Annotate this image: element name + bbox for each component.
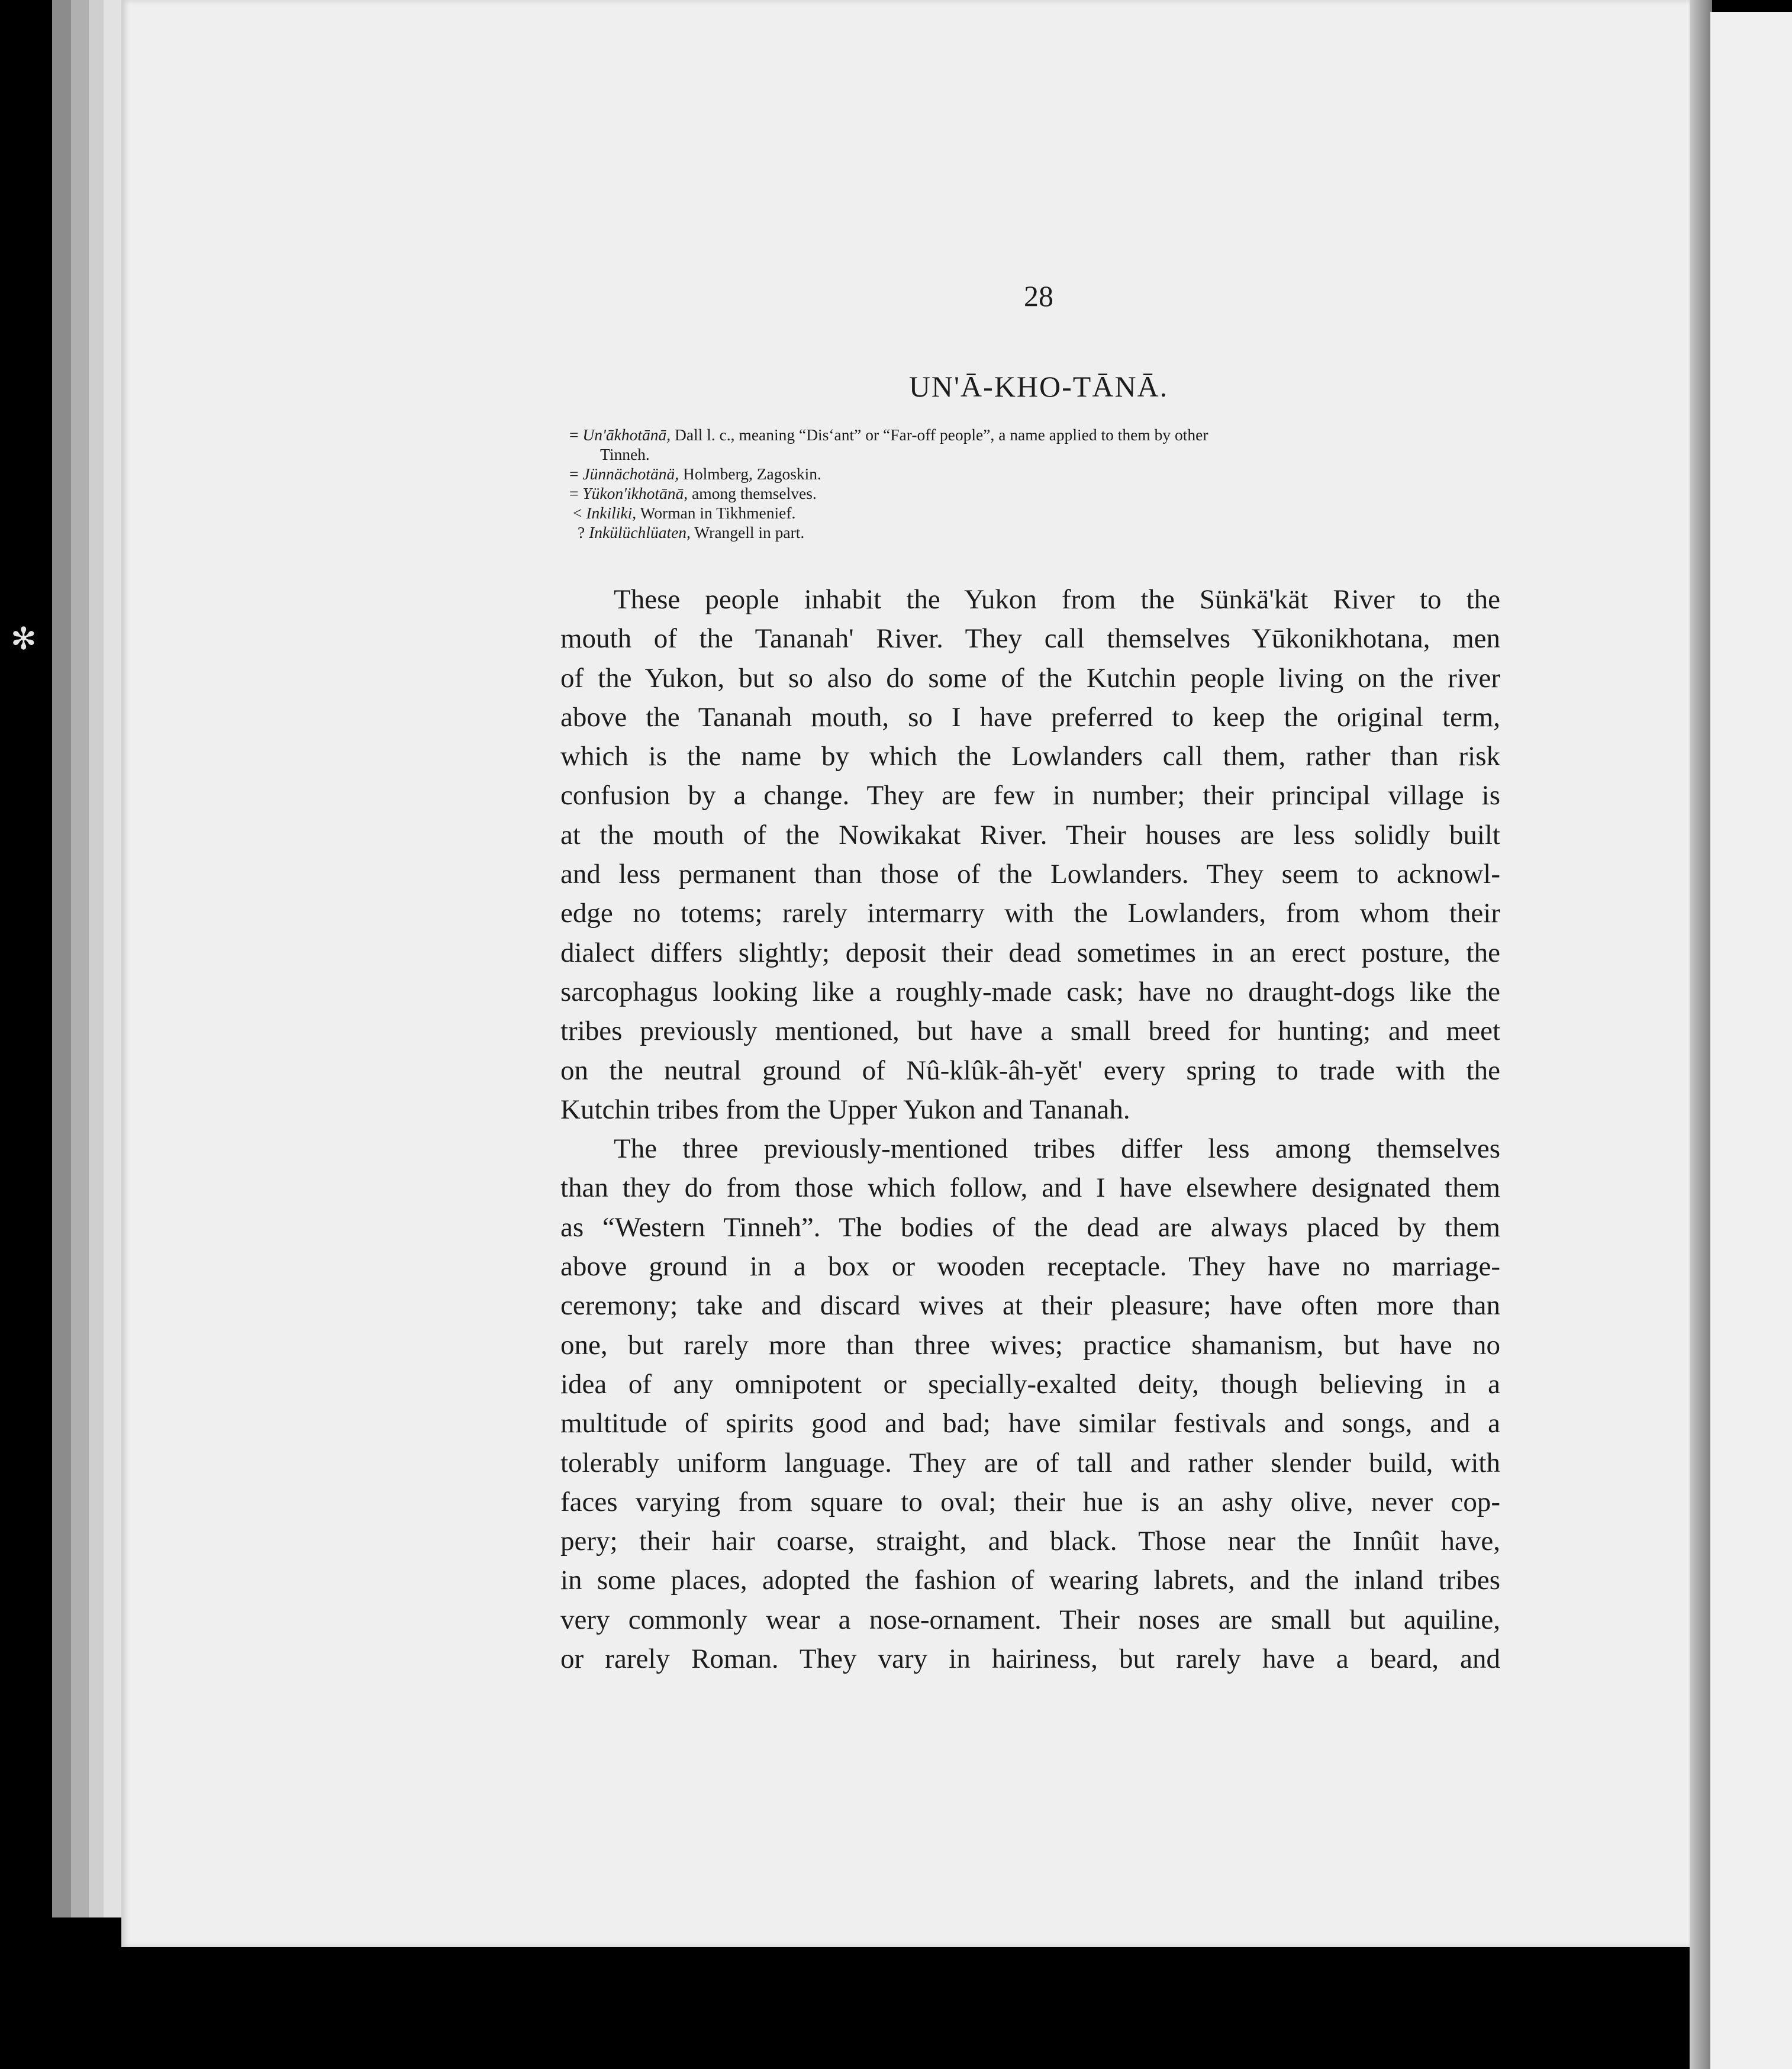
text-line: confusion by a change. They are few in number; their principal village is bbox=[560, 780, 1500, 811]
synonym-mark: < bbox=[573, 504, 582, 522]
synonym-entry bbox=[569, 503, 1504, 523]
text-line: on the neutral ground of Nû-klûk-âh-yĕt' every spring to trade with the bbox=[560, 1055, 1500, 1086]
synonym-text: Tinneh. bbox=[600, 445, 650, 463]
text-line: tribes previously mentioned, but have a small breed for hunting; and meet bbox=[560, 1016, 1500, 1047]
paragraph bbox=[560, 580, 1500, 1129]
text-line: multitude of spirits good and bad; have similar festivals and songs, and a bbox=[560, 1408, 1500, 1439]
section-title: UN'Ā-KHO-TĀNĀ. bbox=[908, 370, 1169, 403]
text-line: in some places, adopted the fashion of wearing labrets, and the inland tribes bbox=[560, 1565, 1500, 1596]
synonym-text: Holmberg, Zagoskin. bbox=[679, 465, 821, 483]
text-line: one, but rarely more than three wives; practice shamanism, but have no bbox=[560, 1329, 1500, 1361]
text-line: tolerably uniform language. They are of tall and rather slender build, with bbox=[560, 1447, 1500, 1478]
text-line: above the Tananah mouth, so I have preferred to keep the original term, bbox=[560, 701, 1500, 733]
text-line: These people inhabit the Yukon from the Sünkä'kät River to the bbox=[614, 584, 1500, 615]
synonymy-block bbox=[569, 425, 1504, 542]
text-line: Kutchin tribes from the Upper Yukon and Tananah. bbox=[560, 1094, 1130, 1125]
synonym-entry bbox=[569, 484, 1504, 503]
synonym-name: Yükon'ikhotānā, bbox=[582, 484, 688, 502]
text-line: or rarely Roman. They vary in hairiness, but rarely have a beard, and bbox=[560, 1643, 1500, 1675]
synonym-mark: = bbox=[569, 426, 579, 444]
synonym-entry bbox=[569, 464, 1504, 484]
body-text bbox=[560, 580, 1500, 1678]
synonym-name: Un'ākhotānā, bbox=[582, 426, 671, 444]
text-line: edge no totems; rarely intermarry with the Lowlanders, from whom their bbox=[560, 898, 1500, 929]
synonym-text: Worman in Tikhmenief. bbox=[636, 504, 796, 522]
text-line: dialect differs slightly; deposit their dead sometimes in an erect posture, the bbox=[560, 937, 1500, 968]
gutter-shadow bbox=[1690, 0, 1712, 2069]
text-line: sarcophagus looking like a roughly-made cask; have no draught-dogs like the bbox=[560, 976, 1500, 1007]
synonym-entry bbox=[569, 425, 1504, 444]
synonym-entry-continuation bbox=[569, 444, 1504, 464]
paragraph bbox=[560, 1129, 1500, 1678]
synonym-text: Dall l. c., meaning “Dis‘ant” or “Far-off people”, a name applied to them by other bbox=[671, 426, 1208, 444]
text-line: very commonly wear a nose-ornament. Their noses are small but aquiline, bbox=[560, 1604, 1500, 1635]
synonym-text: Wrangell in part. bbox=[690, 523, 805, 542]
text-line: which is the name by which the Lowlanders call them, rather than risk bbox=[560, 741, 1500, 772]
synonym-mark: ? bbox=[578, 523, 585, 542]
synonym-text: among themselves. bbox=[688, 484, 817, 502]
page-number: 28 bbox=[1024, 279, 1053, 312]
text-line: pery; their hair coarse, straight, and black. Those near the Innûit have, bbox=[560, 1526, 1500, 1557]
synonym-mark: = bbox=[569, 484, 579, 502]
scan-speck: ✻ bbox=[11, 621, 37, 657]
synonym-mark: = bbox=[569, 465, 579, 483]
text-line: than they do from those which follow, and I have elsewhere designated them bbox=[560, 1172, 1500, 1204]
synonym-name: Jünnächotänä, bbox=[582, 465, 679, 483]
synonym-name: Inkülüchlüaten, bbox=[589, 523, 691, 542]
text-line: mouth of the Tananah' River. They call themselves Yūkonikhotana, men bbox=[560, 623, 1500, 655]
text-line: The three previously-mentioned tribes differ less among themselves bbox=[614, 1133, 1500, 1165]
text-line: idea of any omnipotent or specially-exalted deity, though believing in a bbox=[560, 1368, 1500, 1400]
text-line: of the Yukon, but so also do some of the Kutchin people living on the river bbox=[560, 662, 1500, 694]
text-line: and less permanent than those of the Lowlanders. They seem to acknowl- bbox=[560, 859, 1500, 890]
text-line: ceremony; take and discard wives at their pleasure; have often more than bbox=[560, 1290, 1500, 1322]
synonym-entry bbox=[569, 523, 1504, 542]
text-line: faces varying from square to oval; their hue is an ashy olive, never cop- bbox=[560, 1486, 1500, 1517]
facing-page-edge bbox=[1710, 12, 1792, 2069]
text-line: above ground in a box or wooden receptacle. They have no marriage- bbox=[560, 1251, 1500, 1282]
synonym-name: Inkiliki, bbox=[586, 504, 637, 522]
text-line: at the mouth of the Nowikakat River. Their houses are less solidly built bbox=[560, 819, 1500, 850]
book-page bbox=[121, 0, 1690, 1947]
text-line: as “Western Tinneh”. The bodies of the dead are always placed by them bbox=[560, 1211, 1500, 1243]
